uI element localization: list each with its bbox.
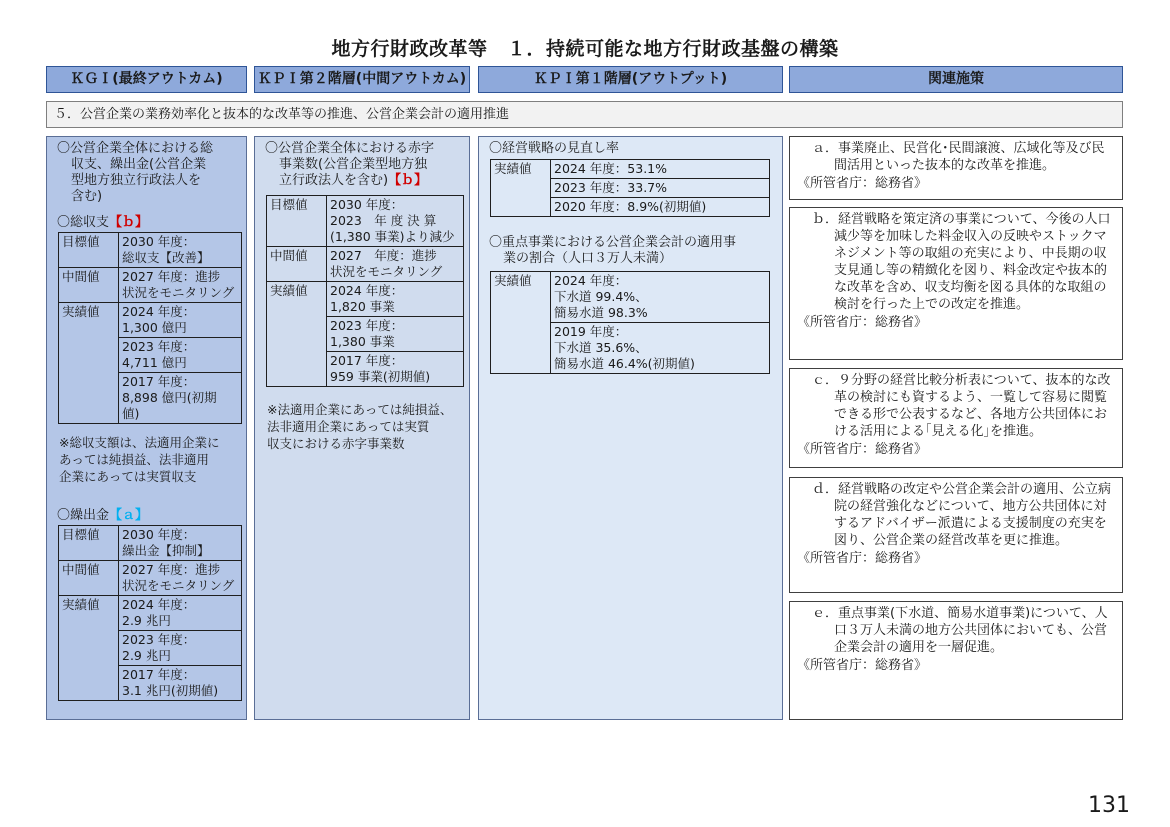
table-row — [59, 303, 242, 338]
header-kpi2: ＫＰＩ第２階層(中間アウトカム) — [254, 66, 470, 93]
row-value: 2027 年度：進捗 状況をモニタリング — [119, 561, 242, 596]
policy-body: ９分野の経営比較分析表について、抜本的な改革の検討にも資するよう、一覧して容易に閲覧できる形で公表するなど、各地方公共団体における活用による｢見える化｣を推進。 — [834, 373, 1111, 439]
policy-ministry: 《所管省庁：総務省》 — [797, 442, 928, 457]
policy-mark: ｂ． — [812, 212, 839, 227]
policy-tag-a: 【ａ】 — [109, 508, 149, 523]
row-value: 2024 年度： 1,820 事業 — [327, 282, 464, 317]
kpi1-accounting-table — [490, 271, 770, 374]
row-value: 2024 年度： 下水道 99.4%、 簡易水道 98.3% — [551, 272, 770, 323]
table-row — [59, 526, 242, 561]
row-value: 2030 年度： 2023 年 度 決 算 (1,380 事業)より減少 — [327, 196, 464, 247]
kgi-column — [46, 136, 247, 720]
row-value: 2017 年度： 8,898 億円(初期 値) — [119, 373, 242, 424]
policy-ministry: 《所管省庁：総務省》 — [797, 658, 928, 673]
row-label: 実績値 — [491, 160, 551, 217]
policy-mark: ｃ． — [812, 373, 839, 388]
kpi2-note: ※法適用企業にあっては純損益、 法非適用企業にあっては実質 収支における赤字事業数 — [267, 402, 453, 451]
kgi-metric-total-balance: 〇総収支【ｂ】 — [57, 215, 149, 230]
policy-tag-b: 【ｂ】 — [109, 215, 149, 230]
policy-body: 重点事業(下水道、簡易水道事業)について、人口３万人未満の地方公共団体においても、公営企業会計の適用を一層促進。 — [834, 606, 1108, 655]
page-title: 地方行財政改革等 １．持続可能な地方行財政基盤の構築 — [331, 38, 839, 60]
kpi2-deficit-table — [266, 195, 464, 387]
row-value: 2017 年度： 959 事業(初期値) — [327, 352, 464, 387]
row-label: 実績値 — [59, 303, 119, 424]
row-label: 実績値 — [267, 282, 327, 387]
kgi-heading: 〇公営企業全体における総 収支、繰出金(公営企業 型地方独立行政法人を 含む) — [57, 141, 214, 204]
row-value: 2019 年度： 下水道 35.6%、 簡易水道 46.4%(初期値) — [551, 323, 770, 374]
kgi-metric-transfer: 〇繰出金【ａ】 — [57, 508, 149, 523]
policy-ministry: 《所管省庁：総務省》 — [797, 551, 928, 566]
policy-text — [800, 211, 1114, 313]
row-value: 2020 年度：8.9%(初期値) — [551, 198, 770, 217]
policy-body: 経営戦略を策定済の事業について、今後の人口減少等を加味した料金収入の反映やストックマネジメント等の取組の充実により、中長期の収支見通し等の精緻化を図り、料金改定や抜本的な改革を含め、収支均衡を図る具体的な取組の検討を行った上での改定を推進。 — [834, 212, 1111, 312]
header-policy: 関連施策 — [789, 66, 1123, 93]
row-label: 中間値 — [59, 268, 119, 303]
row-value: 2024 年度：53.1% — [551, 160, 770, 179]
policy-box-c — [789, 368, 1123, 468]
row-label: 実績値 — [59, 596, 119, 701]
policy-box-a — [789, 136, 1123, 200]
kpi1-metric-strategy-review: 〇経営戦略の見直し率 — [489, 141, 620, 156]
policy-mark: ｅ． — [812, 606, 839, 621]
header-kgi: ＫＧＩ(最終アウトカム) — [46, 66, 247, 93]
policy-box-d — [789, 477, 1123, 593]
kgi-note: ※総収支額は、法適用企業に あっては純損益、法非適用 企業にあっては実質収支 — [59, 435, 220, 484]
kpi1-strategy-table — [490, 159, 770, 217]
row-value: 2030 年度： 総収支【改善】 — [119, 233, 242, 268]
kpi1-metric-accounting: 〇重点事業における公営企業会計の適用事 業の割合（人口３万人未満） — [489, 235, 737, 266]
policy-text — [800, 481, 1114, 549]
row-label: 実績値 — [491, 272, 551, 374]
kpi2-column — [254, 136, 470, 720]
table-row — [59, 596, 242, 631]
row-value: 2023 年度： 4,711 億円 — [119, 338, 242, 373]
row-value: 2024 年度： 2.9 兆円 — [119, 596, 242, 631]
row-value: 2027 年度：進捗 状況をモニタリング — [327, 247, 464, 282]
header-kpi1: ＫＰＩ第１階層(アウトプット) — [478, 66, 783, 93]
kgi-total-balance-table — [58, 232, 242, 424]
policy-text — [800, 605, 1114, 656]
section-heading: ５．公営企業の業務効率化と抜本的な改革等の推進、公営企業会計の適用推進 — [46, 101, 1123, 128]
policy-body: 経営戦略の改定や公営企業会計の適用、公立病院の経営強化などについて、地方公共団体に対するアドバイザー派遣による支援制度の充実を図り、公営企業の経営改革を更に推進。 — [834, 482, 1112, 548]
kpi2-heading: 〇公営企業全体における赤字 事業数(公営企業型地方独 立行政法人を含む)【ｂ】 — [265, 141, 435, 188]
row-label: 中間値 — [267, 247, 327, 282]
row-value: 2027 年度：進捗 状況をモニタリング — [119, 268, 242, 303]
policy-tag-b: 【ｂ】 — [388, 173, 428, 188]
table-row — [491, 160, 770, 179]
policy-text — [800, 140, 1114, 174]
row-value: 2017 年度： 3.1 兆円(初期値) — [119, 666, 242, 701]
table-row — [59, 233, 242, 268]
row-value: 2030 年度： 繰出金【抑制】 — [119, 526, 242, 561]
policy-mark: ｄ． — [812, 482, 839, 497]
kgi-transfer-table — [58, 525, 242, 701]
row-value: 2023 年度：33.7% — [551, 179, 770, 198]
table-row — [267, 282, 464, 317]
row-label: 目標値 — [59, 526, 119, 561]
policy-ministry: 《所管省庁：総務省》 — [797, 176, 928, 191]
table-row — [267, 247, 464, 282]
kpi1-column — [478, 136, 783, 720]
row-value: 2023 年度： 1,380 事業 — [327, 317, 464, 352]
policy-body: 事業廃止、民営化･民間譲渡、広域化等及び民間活用といった抜本的な改革を推進。 — [834, 141, 1105, 173]
policy-ministry: 《所管省庁：総務省》 — [797, 315, 928, 330]
policy-box-b — [789, 207, 1123, 360]
row-label: 目標値 — [59, 233, 119, 268]
row-label: 目標値 — [267, 196, 327, 247]
table-row — [491, 272, 770, 323]
policy-mark: ａ． — [812, 141, 839, 156]
policy-box-e — [789, 601, 1123, 720]
row-label: 中間値 — [59, 561, 119, 596]
table-row — [59, 268, 242, 303]
page-number: 131 — [1088, 793, 1130, 818]
row-value: 2024 年度： 1,300 億円 — [119, 303, 242, 338]
row-value: 2023 年度： 2.9 兆円 — [119, 631, 242, 666]
table-row — [267, 196, 464, 247]
table-row — [59, 561, 242, 596]
policy-text — [800, 372, 1114, 440]
